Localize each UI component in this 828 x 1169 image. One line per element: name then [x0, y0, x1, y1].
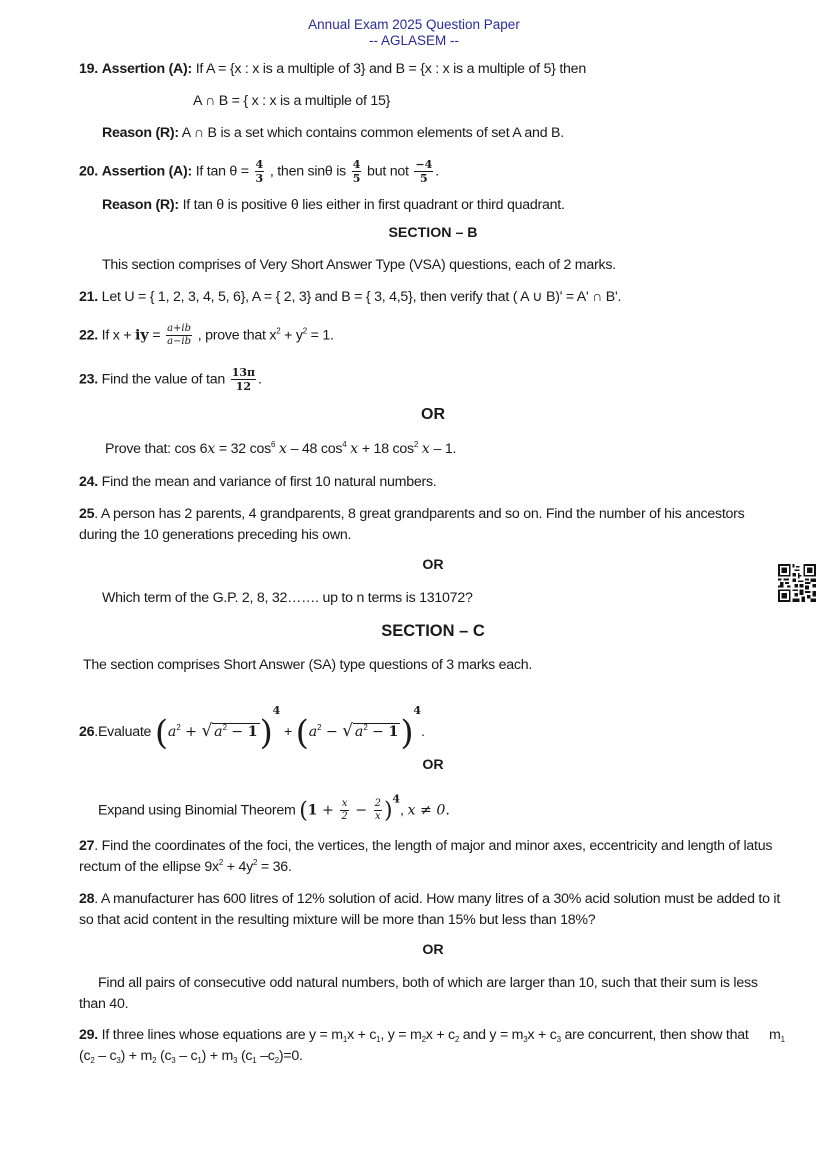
reason-text: A ∩ B is a set which contains common elements of set A and B. — [178, 125, 564, 141]
question-text: . A manufacturer has 600 litres of 12% solution of acid. How many litres of a 30% acid solution must be added to it — [94, 891, 781, 907]
question-29: 29. If three lines whose equations are $y = m_1x + c_1$, $y = m_2x + c_2$ and $y = m_3x + c_3$ are concurrent, then show that — [79, 1027, 749, 1044]
question-29-line2: $(c_2 - c_3) + m_2$ $(c_3 - c_1) + m_3$ ($c_1$ $-c_2)=0$. — [79, 1048, 303, 1065]
question-number: 29. — [79, 1027, 98, 1043]
question-text: . Find the coordinates of the foci, the vertices, the length of major and minor axes, eccentricity and length of latus — [94, 838, 773, 854]
fraction-4-3: $\frac{4}{3}$ — [255, 158, 264, 185]
reason-text: If tan θ is positive θ lies either in first quadrant or third quadrant. — [178, 197, 565, 213]
header-title: Annual Exam 2025 Question Paper — [308, 17, 520, 32]
question-number: 26 — [79, 724, 95, 740]
question-number: 24. — [79, 474, 98, 490]
question-23-alternative: Prove that: cos 6x = 32 $\cos^6 x - 48$ $\cos^4 x + 18$ $\cos^2 x - 1$. — [105, 440, 457, 457]
question-26: 26.Evaluate ($a^2$ + √ $a^2 - 1)^4 + (a^2$ − √ $a^2 - 1)^4$. — [79, 704, 425, 753]
question-number: 20. — [79, 163, 98, 180]
or-divider: OR — [422, 942, 444, 958]
question-25-alternative: Which term of the G.P. 2, 8, 32……. up to n terms is 131072? — [102, 590, 473, 606]
section-b-title: SECTION – B — [388, 225, 478, 241]
section-b-intro: This section comprises of Very Short Answer Type (VSA) questions, each of 2 marks. — [102, 257, 616, 273]
section-c-title: SECTION – C — [381, 622, 485, 640]
question-27 — [79, 837, 772, 855]
question-22: 22. If x + iy = $\frac{a+ib}{a-ib}$ , prove that $x^2 + y^2 = 1$. — [79, 323, 334, 347]
or-divider: OR — [421, 406, 445, 423]
fraction-neg4-5: $\frac{-4}{5}$ — [415, 158, 433, 185]
fraction-4-5: $\frac{4}{5}$ — [352, 158, 361, 185]
question-20: 20. Assertion (A): If tan θ = $\frac{4}{3}$ , then sinθ is $\frac{4}{5}$ but not $\frac{-4}{5}$ . — [79, 158, 439, 185]
question-24 — [79, 473, 437, 491]
fraction-13pi-12: $\frac{13\pi}{12}$ — [231, 366, 256, 393]
question-26-alternative: Expand using Binomial Theorem (1 + $\frac{x}{2}$ − $\frac{2}{x}$ )$^4$, x ≠ 0. — [98, 792, 450, 824]
question-text: Find the mean and variance of first 10 natural numbers. — [97, 474, 437, 490]
text: If tan θ = — [192, 163, 253, 180]
header-source: -- AGLASEM -- — [368, 33, 459, 48]
question-25-line2: during the 10 generations preceding his own. — [79, 527, 352, 543]
fraction-a-ib: $\frac{a+ib}{a-ib}$ — [167, 323, 192, 347]
question-21 — [79, 288, 621, 306]
question-19-set: A ∩ B = { x : x is a multiple of 15} — [193, 93, 391, 109]
question-number: 27 — [79, 838, 95, 854]
question-28-line2: so that acid content in the resulting mixture will be more than 15% but less than 18%? — [79, 912, 596, 928]
question-28-alternative-line2: than 40. — [79, 996, 129, 1012]
assertion-label: Assertion (A): — [101, 163, 192, 180]
question-number: 19. — [79, 61, 98, 77]
question-29-m1: $m_1$ — [769, 1027, 785, 1044]
assertion-label: Assertion (A): — [101, 61, 192, 77]
section-c-intro: The section comprises Short Answer (SA) type questions of 3 marks each. — [83, 657, 533, 673]
assertion-text: If A = {x : x is a multiple of 3} and B = {x : x is a multiple of 5} then — [192, 61, 586, 77]
question-text: Let U = { 1, 2, 3, 4, 5, 6}, A = { 2, 3} and B = { 3, 4,5}, then verify that ( A ∪ B)' = A' ∩ B'. — [97, 289, 622, 305]
question-20-reason — [102, 196, 565, 214]
question-number: 25 — [79, 506, 95, 522]
question-25 — [79, 505, 744, 523]
question-number: 22. — [79, 327, 98, 344]
question-number: 21. — [79, 289, 98, 305]
or-divider: OR — [422, 757, 444, 773]
question-23: 23. Find the value of tan $\frac{13\pi}{12}$ . — [79, 366, 262, 393]
question-number: 28 — [79, 891, 95, 907]
question-text: . A person has 2 parents, 4 grandparents, 8 great grandparents and so on. Find the number of his ancestors — [94, 506, 745, 522]
text: , then sinθ is — [266, 163, 350, 180]
question-28 — [79, 890, 780, 908]
question-27-line2: rectum of the ellipse $9x^2 + 4y^2 = 36$. — [79, 858, 292, 875]
or-divider: OR — [422, 557, 444, 573]
reason-label: Reason (R): — [102, 125, 179, 141]
reason-label: Reason (R): — [102, 197, 179, 213]
question-19-reason — [102, 124, 564, 142]
text: but not — [363, 163, 413, 180]
qr-code — [778, 564, 816, 602]
question-19 — [79, 60, 586, 78]
question-number: 23. — [79, 371, 98, 388]
question-28-alternative: Find all pairs of consecutive odd natural numbers, both of which are larger than 10, such that their sum is less — [98, 975, 758, 991]
